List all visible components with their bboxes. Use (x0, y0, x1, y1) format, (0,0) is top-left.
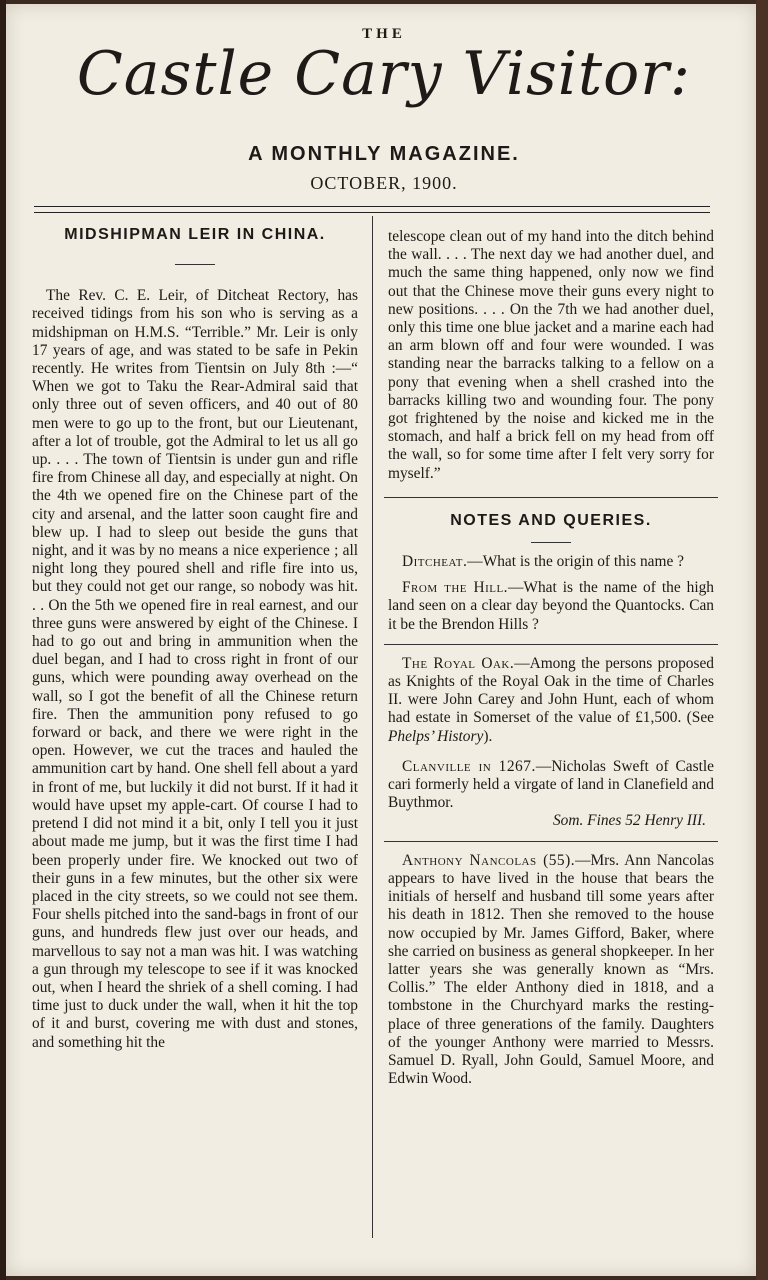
notes-rule-1 (384, 644, 718, 645)
article-heading: MIDSHIPMAN LEIR IN CHINA. (64, 226, 326, 243)
issue-date: OCTOBER, 1900. (310, 173, 458, 193)
masthead-title: Castle Cary Visitor: (76, 39, 692, 109)
section-rule (384, 497, 718, 498)
right-column (388, 228, 714, 1088)
masthead-the: THE (362, 26, 406, 42)
note-clanville-source: Som. Fines 52 Henry III. (552, 812, 706, 830)
article-body-left: The Rev. C. E. Leir, of Ditcheat Rectory, has received tidings from his son who is serving as a midshipman on H.M.S. “Terrible.” Mr. Leir is only 17 years of age, and was stated to be safe in Pekin recently. He writes from Tientsin on July 8th :—“ When we got to Taku the Rear-Admiral said that only three out of seven officers, and 40 out of 80 men were to go up to the front, but our Lieutenant, after a lot of trouble, got the Admiral to let us all go up. . . . The town of Tientsin is under gun and rifle fire from Chinese all day, and especially at night. On the 4th we opened fire on the Chinese part of the city and arsenal, and the latter soon caught fire and blew up. I had to sleep out beside the guns that night, and it was by no means a nice experience ; all night long they poured shell and rifle fire into us, but they could not get our range, so nobody was hit. . . On the 5th we opened fire in real earnest, and our three guns were answered by eight of the Chinese. I had to go out and bring in ammunition when the duel began, and I had to cross right in front of our guns, which were pounding away overhead on the wall, so I got the benefit of all the Chinese return fire. Then the ammunition pony refused to go forward or back, and there we were right in the open. However, we cut the traces and hauled the ammunition cart by hand. One shell fell about a yard in front of me, but luckily it did not burst. If it had it would have upset my apple-cart. Of course I had to pretend I did not mind it a bit, only I tell you it just about made me jump, but it was the first time I had been properly under fire. We knocked out two of their guns in a few minutes, but the other six were placed in the city streets, so we could not see them. Four shells pitched into the sand-bags in front of our guns, and hundreds flew just over our heads, and marvellous to say not a man was hit. I was watching a gun through my telescope to see if it was knocked out, when I heard the shriek of a shell coming. I had time just to duck under the wall, when it hit the top of it and burst, covering me with dust and stones, and something hit the (32, 287, 358, 1051)
note-from-the-hill: From the Hill.—What is the name of the high land seen on a clear day beyond the Quantocks. Can it be the Brendon Hills ? (388, 579, 715, 633)
note-clanville: Clanville in 1267.—Nicholas Sweft of Castle cari formerly held a virgate of land in Clanefield and Buythmor. (388, 757, 714, 812)
header-double-rule (34, 206, 710, 213)
note-anthony-nancolas: Anthony Nancolas (55).—Mrs. Ann Nancolas appears to have lived in the house that bears the initials of herself and husband till some years after his death in 1812. Then she removed to the house now occupied by Mr. James Gifford, Baker, where she carried on business as general shopkeeper. In her latter years she was generally known as “Mrs. Collis.” The elder Anthony died in 1818, and a tombstone in the Churchyard marks the resting-place of three generations of the family. Daughters of the younger Anthony were married to Messrs. Samuel D. Ryall, John Gould, Samuel Moore, and Edwin Wood. (388, 851, 714, 1088)
notes-rule-2 (384, 841, 718, 842)
note-royal-oak: The Royal Oak.—Among the persons proposed as Knights of the Royal Oak in the time of Charles II. were John Carey and John Hunt, each of whom had estate in Somerset of the value of £1,500. (See Phelps’ History). (388, 654, 714, 745)
column-divider (372, 216, 373, 1238)
heading-rule (175, 264, 215, 265)
left-column (32, 222, 358, 1052)
notes-heading-rule (531, 542, 571, 543)
masthead-subtitle: A MONTHLY MAGAZINE. (248, 143, 520, 165)
notes-heading: NOTES AND QUERIES. (450, 511, 652, 529)
note-ditcheat: Ditcheat.—What is the origin of this name ? (402, 553, 684, 571)
article-body-right: telescope clean out of my hand into the ditch behind the wall. . . . The next day we had another duel, and much the same thing happened, only now we find out that the Chinese move their guns every night to new positions. . . . On the 7th we had another duel, only this time one blue jacket and a marine each had an arm blown off and four were wounded. I was standing near the barracks talking to a fellow on a pony that evening when a shell crashed into the barracks killing two and wounding four. The pony got frightened by the noise and kicked me in the stomach, and half a brick fell on my head from off the wall, so for some time after I felt very sorry for myself.” (388, 228, 714, 482)
